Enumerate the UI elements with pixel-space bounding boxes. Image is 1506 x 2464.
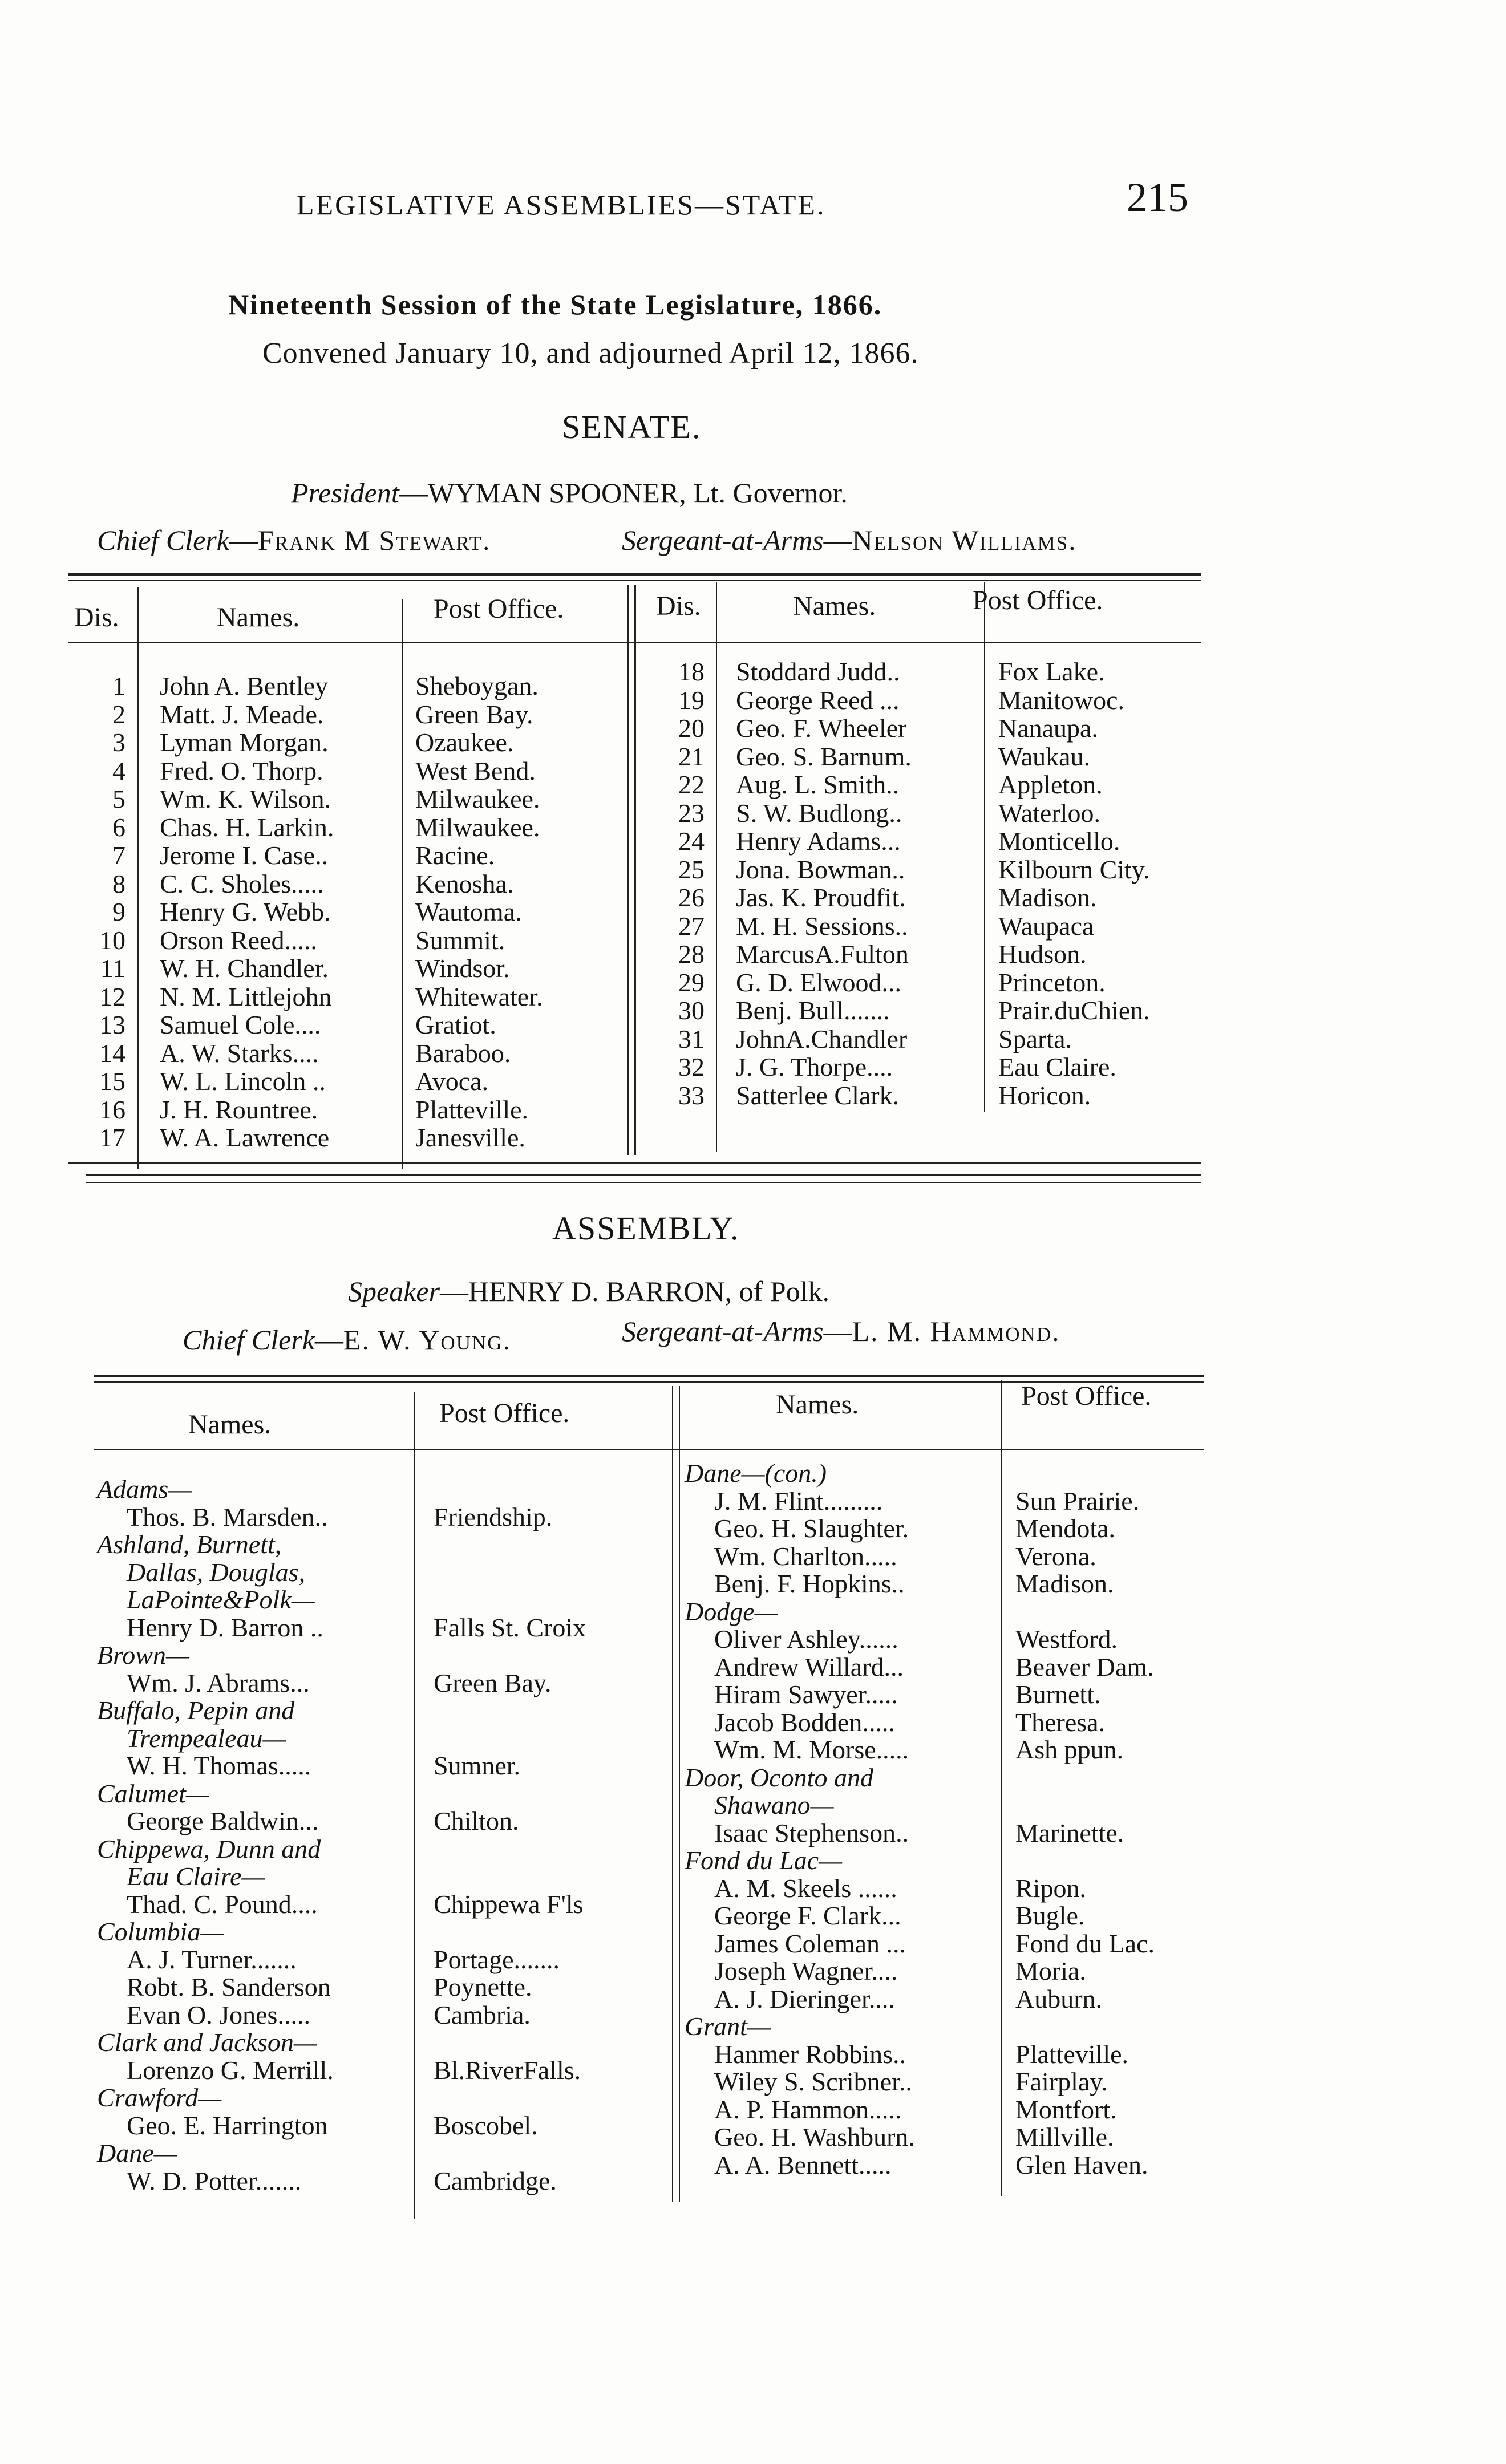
county-heading: Eau Claire—: [127, 1862, 265, 1891]
assembly-post-office: Chippewa F'ls: [434, 1889, 584, 1919]
senate-district: 7: [112, 841, 126, 870]
assembly-post-office: Cambridge.: [434, 2166, 557, 2195]
senate-post-office: Kilbourn City.: [998, 854, 1150, 884]
senate-post-office: Janesville.: [415, 1123, 525, 1152]
table-rule: [68, 573, 1201, 576]
senate-member-name: Henry G. Webb.: [160, 897, 331, 926]
county-heading: Columbia—: [97, 1917, 224, 1946]
assembly-post-office: Sumner.: [434, 1751, 521, 1780]
county-heading: Dodge—: [685, 1596, 778, 1626]
senate-member-name: Aug. L. Smith..: [736, 770, 900, 799]
assembly-member-name: A. M. Skeels ......: [714, 1873, 897, 1903]
assembly-post-office: Millville.: [1015, 2122, 1114, 2151]
senate-member-name: Samuel Cole....: [160, 1010, 321, 1039]
assembly-member-name: A. A. Bennett.....: [714, 2150, 892, 2179]
senate-chief-clerk: Chief Clerk—Frank M Stewart.: [97, 524, 491, 556]
column-rule: [716, 582, 717, 1152]
county-heading: Fond du Lac—: [685, 1846, 842, 1875]
senate-post-office: Platteville.: [415, 1095, 529, 1124]
county-heading: Brown—: [97, 1640, 189, 1669]
column-rule: [137, 587, 139, 1169]
senate-member-name: W. H. Chandler.: [160, 954, 329, 983]
assembly-heading: ASSEMBLY.: [552, 1210, 740, 1247]
senate-col-dis-2: Dis.: [656, 591, 701, 621]
senate-post-office: Avoca.: [415, 1067, 489, 1096]
table-rule: [68, 1162, 1201, 1164]
senate-district: 2: [112, 699, 126, 729]
assembly-post-office: Portage.......: [434, 1944, 560, 1974]
assembly-member-name: Robt. B. Sanderson: [127, 1972, 331, 2001]
senate-member-name: John A. Bentley: [160, 671, 329, 700]
senate-post-office: Princeton.: [998, 967, 1106, 997]
senate-member-name: MarcusA.Fulton: [736, 939, 909, 968]
senate-district: 6: [112, 812, 126, 842]
senate-member-name: Stoddard Judd..: [736, 657, 900, 686]
senate-district: 19: [678, 685, 705, 715]
assembly-member-name: Andrew Willard...: [714, 1652, 904, 1681]
senate-col-names: Names.: [217, 602, 300, 633]
assembly-member-name: Thos. B. Marsden..: [127, 1502, 328, 1531]
speaker-value: HENRY D. BARRON, of Polk.: [468, 1275, 829, 1307]
assembly-member-name: Wm. Charlton.....: [714, 1541, 897, 1571]
senate-district: 11: [100, 954, 126, 983]
senate-post-office: Whitewater.: [415, 982, 543, 1011]
county-heading: Clark and Jackson—: [97, 2028, 317, 2057]
senate-member-name: Jona. Bowman..: [736, 854, 905, 884]
sergeant-value: Nelson Williams.: [852, 524, 1077, 556]
senate-col-dis: Dis.: [74, 602, 119, 633]
assembly-sergeant: Sergeant-at-Arms—L. M. Hammond.: [622, 1315, 1060, 1347]
assembly-member-name: Geo. H. Washburn.: [714, 2122, 915, 2151]
senate-district: 21: [678, 741, 705, 771]
assembly-member-name: Joseph Wagner....: [714, 1956, 898, 1985]
senate-district: 20: [678, 714, 705, 743]
assembly-member-name: Thad. C. Pound....: [127, 1889, 318, 1919]
assembly-member-name: Oliver Ashley......: [714, 1624, 898, 1654]
county-heading: Trempealeau—: [127, 1723, 286, 1753]
senate-col-post-2: Post Office.: [973, 585, 1103, 615]
assembly-member-name: A. P. Hammon.....: [714, 2094, 902, 2124]
senate-post-office: Prair.duChien.: [998, 996, 1150, 1025]
assembly-post-office: Verona.: [1015, 1541, 1096, 1571]
sergeant-value: L. M. Hammond.: [852, 1315, 1060, 1347]
senate-heading: SENATE.: [562, 408, 702, 445]
senate-district: 33: [678, 1080, 705, 1110]
senate-district: 27: [678, 911, 705, 941]
assembly-member-name: George F. Clark...: [714, 1901, 901, 1930]
assembly-member-name: Wm. M. Morse.....: [714, 1735, 909, 1764]
assembly-post-office: Mendota.: [1015, 1514, 1116, 1543]
county-heading: Calumet—: [97, 1778, 209, 1808]
senate-col-names-2: Names.: [793, 591, 876, 621]
senate-post-office: Waukau.: [998, 741, 1091, 771]
senate-district: 8: [112, 869, 126, 898]
senate-member-name: G. D. Elwood...: [736, 967, 902, 997]
assembly-chief-clerk: Chief Clerk—E. W. Young.: [183, 1324, 512, 1356]
column-rule: [634, 585, 636, 1155]
senate-member-name: W. L. Lincoln ..: [160, 1067, 326, 1096]
senate-member-name: J. H. Rountree.: [160, 1095, 318, 1124]
county-heading: LaPointe&Polk—: [127, 1585, 315, 1614]
assembly-post-office: Platteville.: [1015, 2039, 1129, 2069]
assembly-member-name: A. J. Dieringer....: [714, 1984, 895, 2013]
senate-member-name: George Reed ...: [736, 685, 900, 715]
senate-member-name: Lyman Morgan.: [160, 728, 329, 757]
assembly-member-name: Henry D. Barron ..: [127, 1612, 323, 1642]
senate-post-office: Racine.: [415, 841, 495, 870]
senate-post-office: Sheboygan.: [415, 671, 539, 700]
senate-member-name: Satterlee Clark.: [736, 1080, 900, 1110]
senate-member-name: Orson Reed.....: [160, 925, 317, 955]
senate-post-office: Sparta.: [998, 1024, 1072, 1053]
assembly-post-office: Madison.: [1015, 1569, 1114, 1598]
assembly-post-office: Sun Prairie.: [1015, 1486, 1140, 1515]
chief-clerk-label: Chief Clerk: [97, 524, 229, 556]
assembly-member-name: W. H. Thomas.....: [127, 1751, 311, 1780]
assembly-member-name: James Coleman ...: [714, 1928, 906, 1958]
session-title: Nineteenth Session of the State Legislature, 1866.: [228, 289, 882, 321]
assembly-member-name: Isaac Stephenson..: [714, 1818, 909, 1847]
senate-member-name: J. G. Thorpe....: [736, 1052, 893, 1081]
chief-clerk-value: E. W. Young.: [343, 1324, 512, 1356]
speaker-label: Speaker: [348, 1275, 440, 1307]
session-dates: Convened January 10, and adjourned April 12, 1866.: [262, 337, 919, 370]
assembly-post-office: Westford.: [1015, 1624, 1118, 1654]
senate-post-office: Appleton.: [998, 770, 1103, 799]
senate-district: 9: [112, 897, 126, 926]
assembly-post-office: Ripon.: [1015, 1873, 1086, 1903]
county-heading: Grant—: [685, 2012, 771, 2041]
assembly-post-office: Boscobel.: [434, 2110, 538, 2140]
senate-member-name: Matt. J. Meade.: [160, 699, 324, 729]
senate-post-office: Waupaca: [998, 911, 1094, 941]
assembly-member-name: Geo. E. Harrington: [127, 2110, 328, 2140]
assembly-post-office: Fairplay.: [1015, 2067, 1108, 2096]
senate-post-office: Gratiot.: [415, 1010, 496, 1039]
senate-post-office: Madison.: [998, 883, 1097, 912]
senate-post-office: Milwaukee.: [415, 784, 540, 813]
table-rule: [86, 1182, 1201, 1183]
assembly-member-name: A. J. Turner.......: [127, 1944, 297, 1974]
assembly-post-office: Beaver Dam.: [1015, 1652, 1154, 1681]
assembly-post-office: Chilton.: [434, 1806, 519, 1835]
assembly-post-office: Theresa.: [1015, 1707, 1106, 1737]
senate-member-name: Wm. K. Wilson.: [160, 784, 331, 813]
senate-district: 5: [112, 784, 126, 813]
senate-district: 23: [678, 798, 705, 828]
assembly-col-names-2: Names.: [776, 1389, 859, 1420]
senate-member-name: JohnA.Chandler: [736, 1024, 908, 1053]
county-heading: Chippewa, Dunn and: [97, 1834, 321, 1863]
county-heading: Shawano—: [714, 1790, 834, 1819]
senate-district: 24: [678, 826, 705, 856]
senate-district: 14: [99, 1038, 126, 1068]
assembly-post-office: Burnett.: [1015, 1680, 1101, 1709]
senate-member-name: Jerome I. Case..: [160, 841, 329, 870]
column-rule: [402, 599, 403, 1169]
table-rule: [68, 580, 1201, 581]
senate-district: 3: [112, 728, 126, 757]
column-rule: [414, 1392, 415, 2219]
county-heading: Dane—: [97, 2138, 177, 2167]
running-head: LEGISLATIVE ASSEMBLIES—STATE.: [297, 189, 826, 221]
assembly-post-office: Glen Haven.: [1015, 2150, 1148, 2179]
assembly-post-office: Marinette.: [1015, 1818, 1124, 1847]
senate-post-office: Waterloo.: [998, 798, 1100, 828]
senate-district: 15: [99, 1067, 126, 1096]
assembly-post-office: Green Bay.: [434, 1668, 552, 1697]
senate-district: 29: [678, 967, 705, 997]
senate-member-name: M. H. Sessions..: [736, 911, 908, 941]
table-rule: [94, 1375, 1204, 1377]
assembly-member-name: Hanmer Robbins..: [714, 2039, 906, 2069]
senate-district: 28: [678, 939, 705, 968]
assembly-post-office: Fond du Lac.: [1015, 1928, 1155, 1958]
assembly-post-office: Montfort.: [1015, 2094, 1117, 2124]
assembly-post-office: Auburn.: [1015, 1984, 1103, 2013]
assembly-post-office: Cambria.: [434, 2000, 531, 2029]
senate-district: 26: [678, 883, 705, 912]
senate-member-name: S. W. Budlong..: [736, 798, 902, 828]
assembly-post-office: Friendship.: [434, 1502, 553, 1531]
senate-member-name: C. C. Sholes.....: [160, 869, 324, 898]
senate-district: 25: [678, 854, 705, 884]
column-rule: [628, 585, 629, 1155]
county-heading: Crawford—: [97, 2083, 222, 2112]
senate-post-office: Horicon.: [998, 1080, 1091, 1110]
assembly-member-name: Jacob Bodden.....: [714, 1707, 895, 1737]
senate-district: 32: [678, 1052, 705, 1081]
county-heading: Buffalo, Pepin and: [97, 1696, 295, 1725]
senate-district: 30: [678, 996, 705, 1025]
senate-member-name: W. A. Lawrence: [160, 1123, 330, 1152]
senate-member-name: Fred. O. Thorp.: [160, 756, 323, 785]
senate-member-name: N. M. Littlejohn: [160, 982, 332, 1011]
assembly-speaker: Speaker—HENRY D. BARRON, of Polk.: [348, 1275, 829, 1307]
senate-district: 17: [99, 1123, 126, 1152]
senate-post-office: Kenosha.: [415, 869, 514, 898]
senate-post-office: Baraboo.: [415, 1038, 511, 1068]
assembly-member-name: Hiram Sawyer.....: [714, 1680, 898, 1709]
senate-district: 22: [678, 770, 705, 799]
assembly-member-name: Lorenzo G. Merrill.: [127, 2055, 334, 2085]
president-value: WYMAN SPOONER, Lt. Governor.: [427, 477, 848, 509]
assembly-member-name: Wiley S. Scribner..: [714, 2067, 912, 2096]
president-label: President: [291, 477, 399, 509]
senate-member-name: Henry Adams...: [736, 826, 901, 856]
assembly-member-name: J. M. Flint.........: [714, 1486, 883, 1515]
senate-post-office: Nanaupa.: [998, 714, 1098, 743]
senate-post-office: Milwaukee.: [415, 812, 540, 842]
senate-post-office: Green Bay.: [415, 699, 533, 729]
sergeant-label: Sergeant-at-Arms: [622, 524, 824, 556]
assembly-col-names: Names.: [188, 1409, 272, 1440]
senate-col-post: Post Office.: [434, 594, 564, 624]
senate-member-name: Chas. H. Larkin.: [160, 812, 334, 842]
county-heading: Dane—(con.): [685, 1458, 827, 1488]
senate-member-name: Benj. Bull.......: [736, 996, 890, 1025]
assembly-member-name: Evan O. Jones.....: [127, 2000, 310, 2029]
senate-member-name: Jas. K. Proudfit.: [736, 883, 906, 912]
column-rule: [672, 1386, 673, 2202]
table-rule: [86, 1174, 1201, 1176]
table-rule: [94, 1449, 1204, 1450]
senate-district: 12: [99, 982, 126, 1011]
county-heading: Door, Oconto and: [685, 1762, 873, 1792]
senate-district: 4: [112, 756, 126, 785]
senate-district: 16: [99, 1095, 126, 1124]
senate-member-name: Geo. F. Wheeler: [736, 714, 907, 743]
sergeant-label: Sergeant-at-Arms: [622, 1315, 824, 1347]
senate-member-name: A. W. Starks....: [160, 1038, 319, 1068]
county-heading: Ashland, Burnett,: [97, 1530, 282, 1559]
senate-post-office: West Bend.: [415, 756, 536, 785]
county-heading: Dallas, Douglas,: [127, 1557, 306, 1587]
senate-post-office: Windsor.: [415, 954, 510, 983]
senate-district: 1: [112, 671, 126, 700]
senate-post-office: Summit.: [415, 925, 505, 955]
senate-post-office: Wautoma.: [415, 897, 522, 926]
senate-sergeant: Sergeant-at-Arms—Nelson Williams.: [622, 524, 1077, 556]
senate-district: 10: [99, 925, 126, 955]
senate-district: 18: [678, 657, 705, 686]
senate-district: 13: [99, 1010, 126, 1039]
assembly-col-post: Post Office.: [439, 1398, 570, 1428]
assembly-member-name: Benj. F. Hopkins..: [714, 1569, 905, 1598]
senate-district: 31: [678, 1024, 705, 1053]
senate-post-office: Manitowoc.: [998, 685, 1125, 715]
senate-post-office: Hudson.: [998, 939, 1087, 968]
chief-clerk-label: Chief Clerk: [183, 1324, 315, 1356]
column-rule: [1001, 1380, 1002, 2196]
senate-president: President—WYMAN SPOONER, Lt. Governor.: [291, 477, 848, 509]
assembly-post-office: Bl.RiverFalls.: [434, 2055, 581, 2085]
page-number: 215: [1127, 175, 1188, 220]
assembly-post-office: Ash ppun.: [1015, 1735, 1124, 1764]
assembly-post-office: Poynette.: [434, 1972, 532, 2001]
senate-post-office: Eau Claire.: [998, 1052, 1116, 1081]
senate-post-office: Fox Lake.: [998, 657, 1105, 686]
assembly-post-office: Falls St. Croix: [434, 1612, 586, 1642]
senate-post-office: Ozaukee.: [415, 728, 514, 757]
assembly-member-name: W. D. Potter.......: [127, 2166, 302, 2195]
assembly-member-name: George Baldwin...: [127, 1806, 319, 1835]
assembly-post-office: Moria.: [1015, 1956, 1086, 1985]
assembly-member-name: Wm. J. Abrams...: [127, 1668, 310, 1697]
assembly-post-office: Bugle.: [1015, 1901, 1085, 1930]
chief-clerk-value: Frank M Stewart.: [257, 524, 491, 556]
senate-member-name: Geo. S. Barnum.: [736, 741, 912, 771]
column-rule: [984, 582, 985, 1112]
county-heading: Adams—: [97, 1474, 192, 1503]
senate-post-office: Monticello.: [998, 826, 1120, 856]
assembly-col-post-2: Post Office.: [1021, 1381, 1152, 1411]
column-rule: [679, 1386, 680, 2202]
assembly-member-name: Geo. H. Slaughter.: [714, 1514, 909, 1543]
